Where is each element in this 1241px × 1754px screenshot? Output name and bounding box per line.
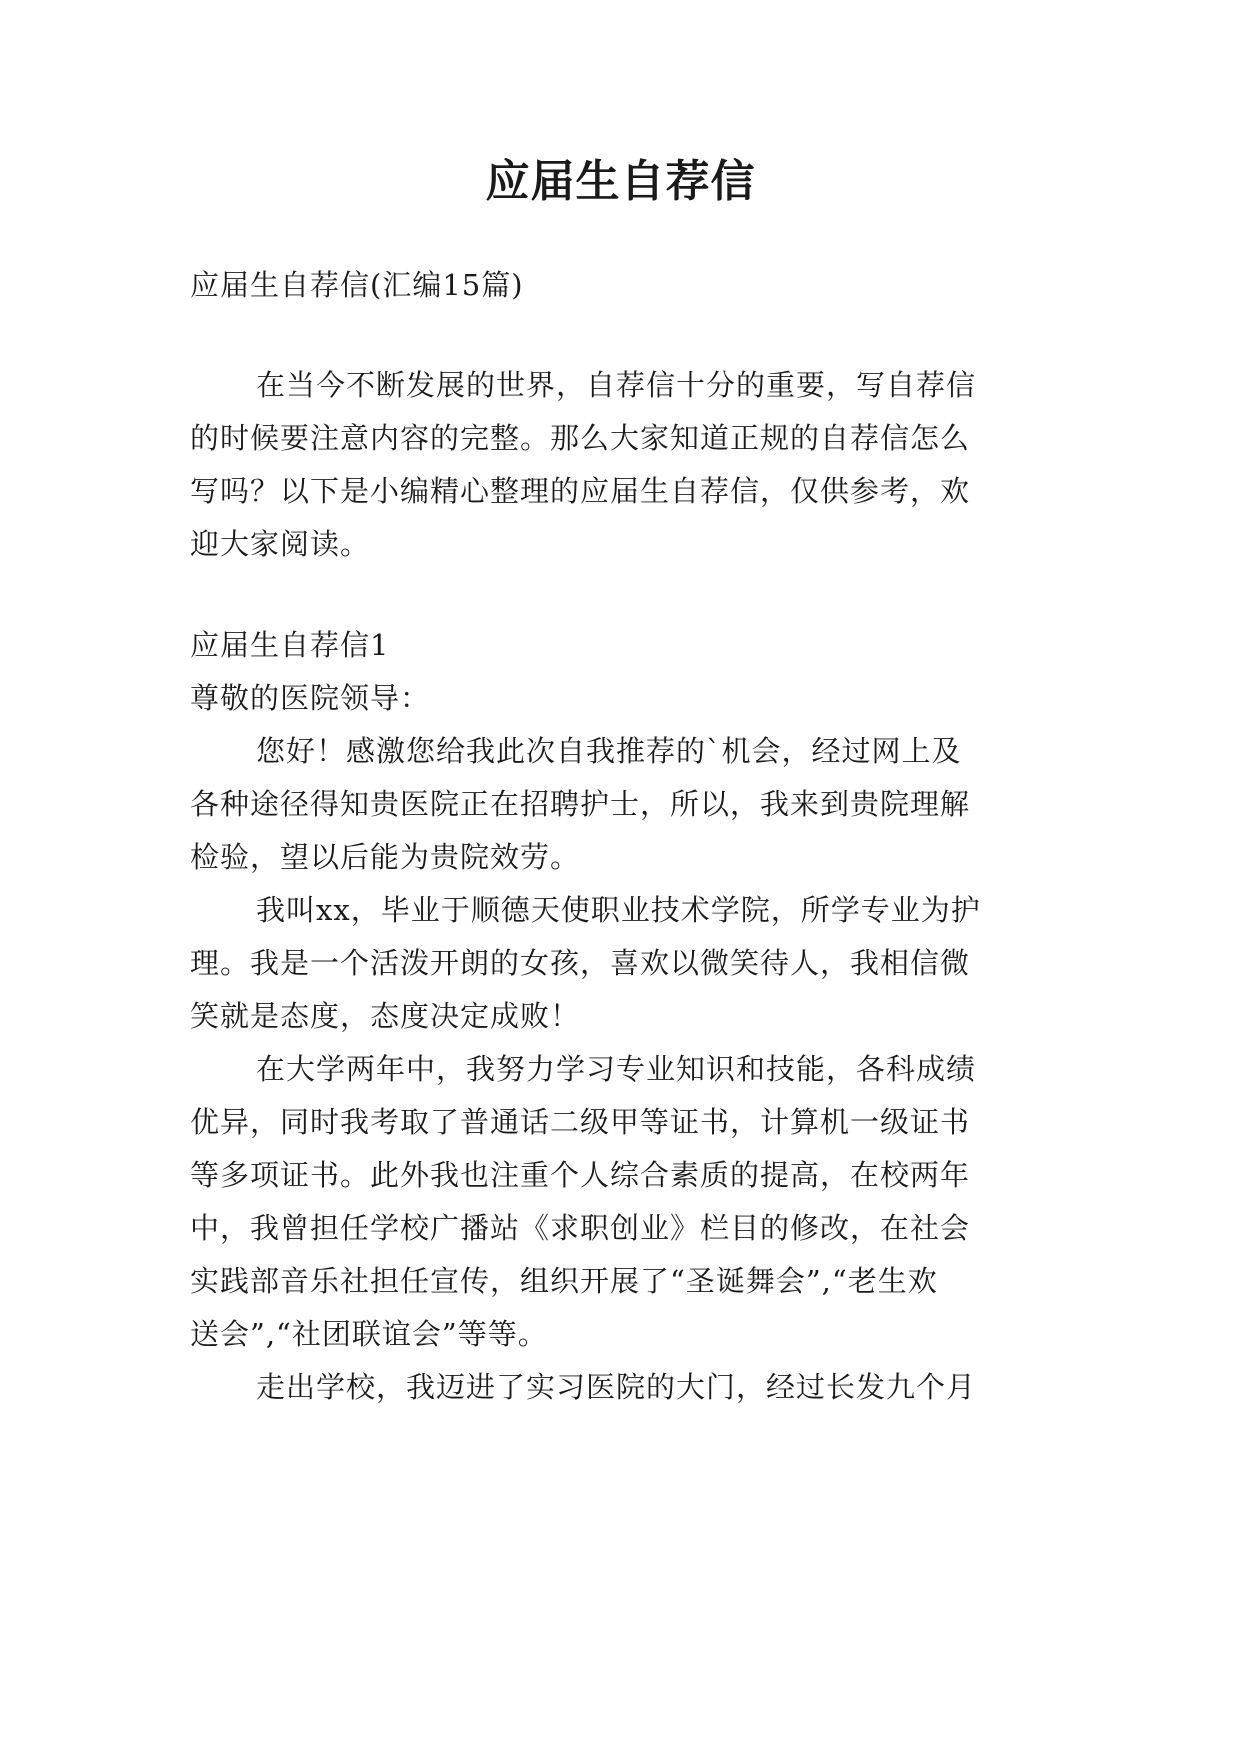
text-line: 的时候要注意内容的完整。那么大家知道正规的自荐信怎么 <box>190 421 971 455</box>
text-line: 中，我曾担任学校广播站《求职创业》栏目的修改，在社会 <box>190 1211 971 1245</box>
text-line: 写吗？以下是小编精心整理的应届生自荐信，仅供参考，欢 <box>190 474 971 508</box>
text-line: 送会”,“社团联谊会”等等。 <box>190 1317 548 1351</box>
text-line: 各种途径得知贵医院正在招聘护士，所以，我来到贵院理解 <box>190 787 971 821</box>
text-line: 理。我是一个活泼开朗的女孩，喜欢以微笑待人，我相信微 <box>190 946 971 980</box>
text-line: 笑就是态度，态度决定成败！ <box>190 999 581 1033</box>
text-line: 等多项证书。此外我也注重个人综合素质的提高，在校两年 <box>190 1158 971 1192</box>
text-line: 在大学两年中，我努力学习专业知识和技能，各科成绩 <box>256 1052 977 1086</box>
text-line: 我叫xx，毕业于顺德天使职业技术学院，所学专业为护 <box>256 893 981 927</box>
text-line: 迎大家阅读。 <box>190 527 371 561</box>
text-line: 实践部音乐社担任宣传，组织开展了“圣诞舞会”,“老生欢 <box>190 1264 938 1298</box>
text-line: 在当今不断发展的世界，自荐信十分的重要，写自荐信 <box>256 368 977 402</box>
text-line: 您好！感激您给我此次自我推荐的`机会，经过网上及 <box>256 734 962 768</box>
section-heading: 应届生自荐信1 <box>190 628 390 662</box>
salutation: 尊敬的医院领导： <box>190 681 431 715</box>
subtitle: 应届生自荐信(汇编15篇) <box>190 268 524 302</box>
document-title: 应届生自荐信 <box>485 156 756 207</box>
text-line: 优异，同时我考取了普通话二级甲等证书，计算机一级证书 <box>190 1105 971 1139</box>
text-line: 走出学校，我迈进了实习医院的大门，经过长发九个月 <box>256 1370 977 1404</box>
text-line: 检验，望以后能为贵院效劳。 <box>190 840 581 874</box>
